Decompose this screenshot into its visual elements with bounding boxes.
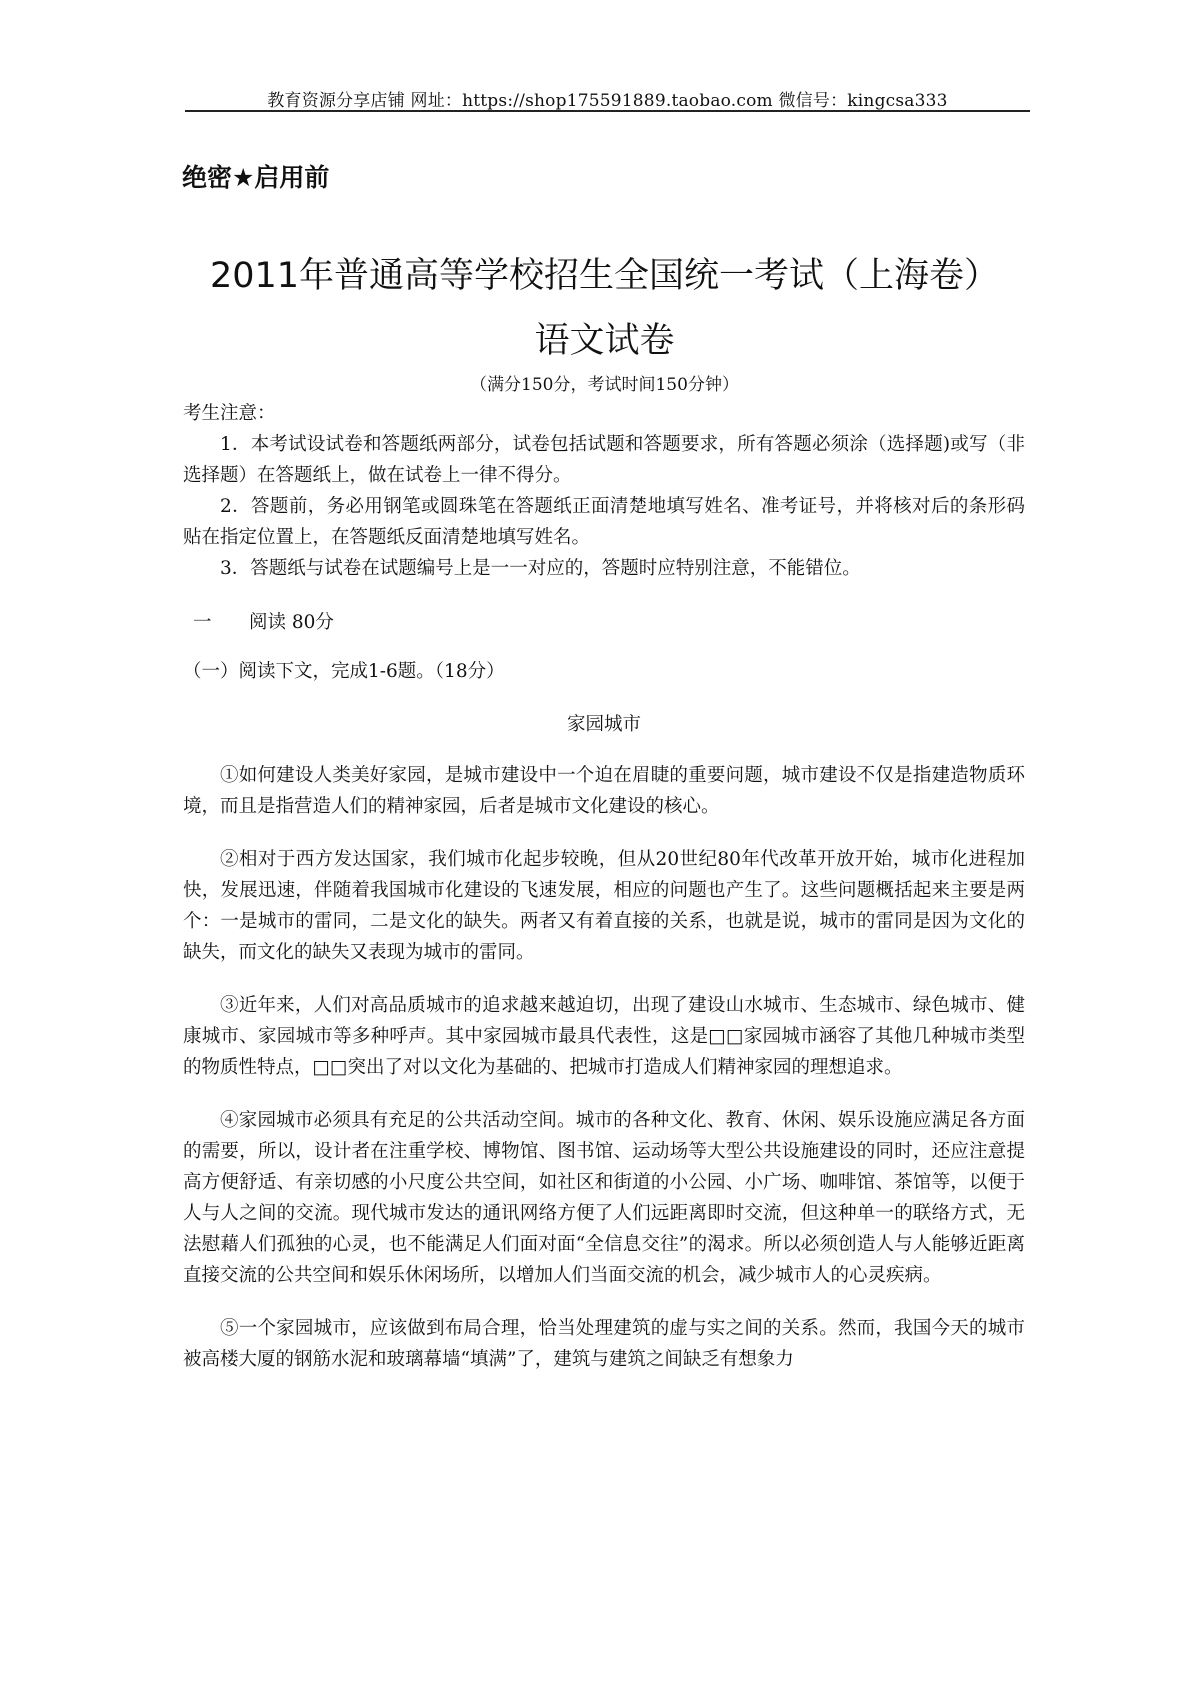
page-header: 教育资源分享店铺 网址：https://shop175591889.taobao.com 微信号：kingcsa333 (267, 91, 948, 111)
article-paragraph: ①如何建设人类美好家园，是城市建设中一个迫在眉睫的重要问题，城市建设不仅是指建造物质环境，而且是指营造人们的精神家园，后者是城市文化建设的核心。 (183, 765, 1025, 817)
confidential-mark: 绝密★启用前 (182, 163, 330, 192)
section-number: 一 (193, 612, 212, 633)
exam-title: 2011年普通高等学校招生全国统一考试（上海卷） (209, 256, 1000, 296)
section-title: 阅读 80分 (249, 612, 334, 633)
article-paragraph: ⑤一个家园城市，应该做到布局合理，恰当处理建筑的虚与实之间的关系。然而，我国今天的城市被高楼大厦的钢筋水泥和玻璃幕墙“填满”了，建筑与建筑之间缺乏有想象力 (183, 1318, 1025, 1370)
score-note: （满分150分，考试时间150分钟） (470, 375, 739, 395)
sub-section-instruction: （一）阅读下文，完成1-6题。（18分） (183, 661, 505, 682)
document-body (183, 398, 1025, 1397)
exam-subtitle: 语文试卷 (534, 321, 675, 361)
section-heading (183, 607, 1025, 638)
article-title: 家园城市 (566, 714, 641, 735)
notice-heading: 考生注意： (183, 403, 276, 424)
notice-item: 3．答题纸与试卷在试题编号上是一一对应的，答题时应特别注意，不能错位。 (220, 558, 861, 579)
article-paragraph: ②相对于西方发达国家，我们城市化起步较晚，但从20世纪80年代改革开放开始，城市化进程加快，发展迅速，伴随着我国城市化建设的飞速发展，相应的问题也产生了。这些问题概括起来主要是两个：一是城市的雷同，二是文化的缺失。两者又有着直接的关系，也就是说，城市的雷同是因为文化的缺失，而文化的缺失又表现为城市的雷同。 (183, 849, 1025, 963)
article-paragraph: ④家园城市必须具有充足的公共活动空间。城市的各种文化、教育、休闲、娱乐设施应满足各方面的需要，所以，设计者在注重学校、博物馆、图书馆、运动场等大型公共设施建设的同时，还应注意提高方便舒适、有亲切感的小尺度公共空间，如社区和街道的小公园、小广场、咖啡馆、茶馆等，以便于人与人之间的交流。现代城市发达的通讯网络方便了人们远距离即时交流，但这种单一的联络方式，无法慰藉人们孤独的心灵，也不能满足人们面对面“全信息交往”的渴求。所以必须创造人与人能够近距离直接交流的公共空间和娱乐休闲场所，以增加人们当面交流的机会，减少城市人的心灵疾病。 (183, 1110, 1025, 1286)
header-rule (185, 110, 1030, 112)
notice-item: 1．本考试设试卷和答题纸两部分，试卷包括试题和答题要求，所有答题必须涂（选择题)或写（非选择题）在答题纸上，做在试卷上一律不得分。 (183, 434, 1025, 486)
notice-item: 2．答题前，务必用钢笔或圆珠笔在答题纸正面清楚地填写姓名、准考证号，并将核对后的条形码贴在指定位置上，在答题纸反面清楚地填写姓名。 (183, 496, 1025, 548)
article-paragraph: ③近年来，人们对高品质城市的追求越来越迫切，出现了建设山水城市、生态城市、绿色城市、健康城市、家园城市等多种呼声。其中家园城市最具代表性，这是□□家园城市涵容了其他几种城市类型的物质性特点，□□突出了对以文化为基础的、把城市打造成人们精神家园的理想追求。 (183, 995, 1025, 1078)
